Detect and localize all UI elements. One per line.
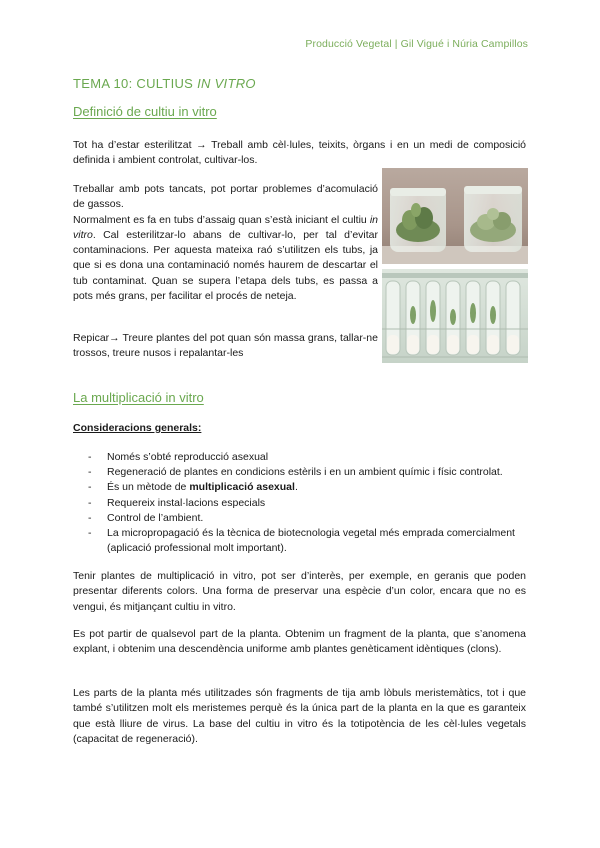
photo-culture-jars [382, 168, 528, 264]
paragraph-geranis [73, 569, 526, 615]
list-item-text-a: És un mètode de [107, 481, 190, 494]
paragraph-meristemes [73, 686, 526, 747]
list-item: - La micropropagació és la tècnica de biotecnologia vegetal més emprada comercialment (aplicació professional molt important). [88, 526, 528, 556]
page-header: Producció Vegetal | Gil Vigué i Núria Campillos [305, 38, 528, 50]
paragraph-repicar-text: Repicar→ Treure plantes del pot quan són massa grans, tallar-ne trossos, treure nusos i repalantar-les [73, 332, 378, 360]
considerations-list [88, 450, 528, 556]
list-item [88, 480, 528, 495]
list-item-text-b: . [294, 481, 298, 494]
section-heading-multiplicacio: La multiplicació in vitro [73, 390, 204, 405]
paragraph-geranis-text: Tenir plantes de multiplicació in vitro, pot ser d’interès, per exemple, en geranis que poden presentar diferents colors. Una forma de preservar una espècie d’un color, encara que no es vengui, és mitjançant cultiu in vitro. [73, 570, 526, 613]
paragraph-explant-text: Es pot partir de qualsevol part de la planta. Obtenim un fragment de la planta, que s’anomena explant, i obtenim una descendència uniforme amb plantes genèticament idèntiques (clons). [73, 628, 526, 656]
paragraph-repicar [73, 331, 378, 362]
page-title [73, 76, 256, 91]
paragraph-meristemes-text: Les parts de la planta més utilitzades són fragments de tija amb lòbuls meristemàtics, tot i que també s’utilitzen molt els meristemes perquè és la única part de la planta en la que es garanteix que està lliure de virus. La base del cultiu in vitro és la totipotència de les cèl·lules vegetals (capacitat de regeneració). [73, 687, 526, 745]
paragraph-explant [73, 627, 526, 658]
paragraph-pots-line1: Treballar amb pots tancats, pot portar problemes d’acomulació de gassos. [73, 183, 378, 211]
title-emphasis: IN VITRO [197, 76, 256, 91]
list-item: - Només s’obté reproducció asexual [88, 450, 528, 465]
list-item-bold: multiplicació asexual [189, 481, 295, 494]
paragraph-tubs-em: in vitro [73, 213, 378, 241]
paragraph-tubs-b: . Cal esterilitzar-lo abans de cultivar-lo, per tal d’evitar contaminacions. Per aquesta mateixa raó s’utilitzen els tubs, ja que si es dona una contaminació només haurem de descartar el tub contaminat. Quan se supera l’etapa dels tubs, es passa a pots més grans, per facilitar el procés de neteja. [73, 228, 378, 303]
title-prefix: TEMA 10: CULTIUS [73, 76, 198, 91]
paragraph-esterilitzat [73, 138, 526, 169]
subheading-consideracions: Consideracions generals: [73, 422, 202, 434]
paragraph-pots-tancats [73, 182, 378, 304]
section-heading-definicio: Definició de cultiu in vitro [73, 104, 217, 119]
paragraph-esterilitzat-text: Tot ha d’estar esterilitzat → Treball amb cèl·lules, teixits, òrgans i en un medi de composició definida i ambient controlat, cultivar-los. [73, 139, 526, 167]
paragraph-tubs-a: Normalment es fa en tubs d’assaig quan s’està iniciant el cultiu [73, 213, 370, 226]
list-item: - Regeneració de plantes en condicions estèrils i en un ambient químic i físic controlat. [88, 465, 528, 480]
photo-culture-tubes [382, 269, 528, 363]
list-item: - Control de l’ambient. [88, 511, 528, 526]
paragraph-tubs [73, 213, 378, 305]
list-item: - Requereix instal·lacions especials [88, 496, 528, 511]
